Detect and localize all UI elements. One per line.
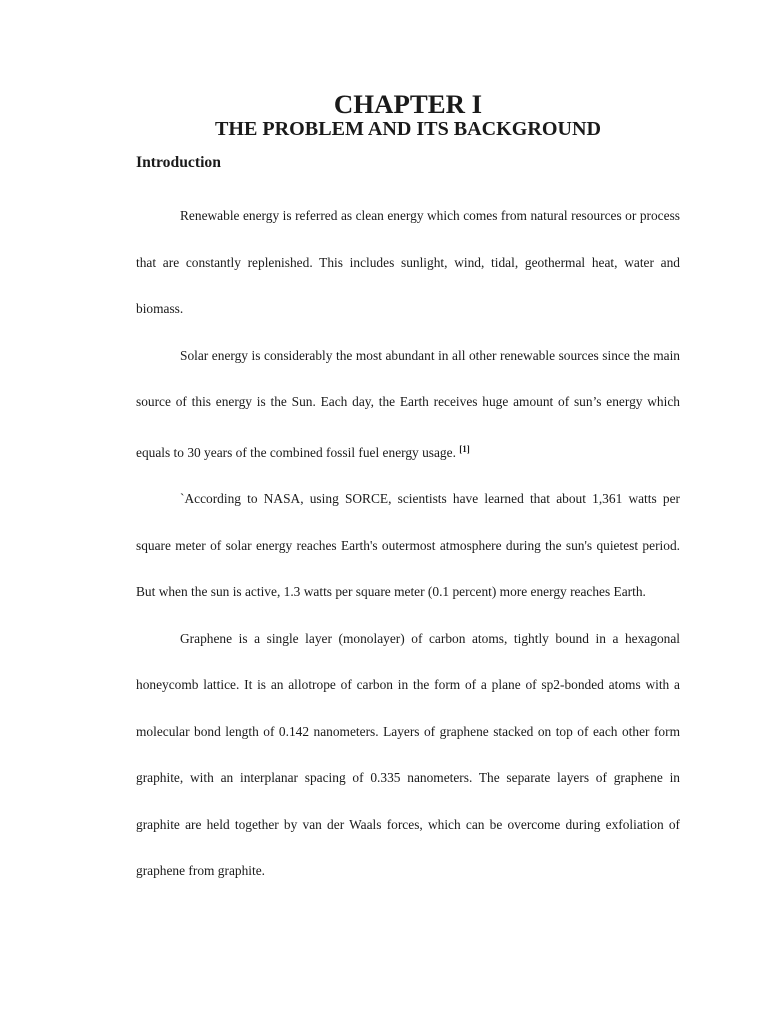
paragraph-text: Graphene is a single layer (monolayer) of carbon atoms, tightly bound in a hexagonal honeycomb lattice. It is an allotrope of carbon in the form of a plane of sp2-bonded atoms with a molecular bond length of 0.142 nanometers. Layers of graphene stacked on top of each other form graphite, with an interplanar spacing of 0.335 nanometers. The separate layers of graphene in graphite are held together by van der Waals forces, which can be overcome during exfoliation of graphene from graphite. <box>136 630 680 878</box>
section-heading: Introduction <box>136 154 221 171</box>
citation-reference: [1] <box>459 443 470 454</box>
chapter-title: THE PROBLEM AND ITS BACKGROUND <box>215 118 601 140</box>
paragraph-nasa-sorce <box>136 476 680 616</box>
paragraph-text: `According to NASA, using SORCE, scientists have learned that about 1,361 watts per square meter of solar energy reaches Earth's outermost atmosphere during the sun's quietest period. But when the sun is active, 1.3 watts per square meter (0.1 percent) more energy reaches Earth. <box>136 491 680 599</box>
paragraph-solar-energy <box>136 333 680 477</box>
paragraph-graphene <box>136 616 680 895</box>
chapter-label: CHAPTER I <box>333 89 483 119</box>
paragraph-text: Renewable energy is referred as clean energy which comes from natural resources or process that are constantly replenished. This includes sunlight, wind, tidal, geothermal heat, water and biomass. <box>136 208 680 316</box>
paragraph-renewable-energy <box>136 193 680 333</box>
document-body <box>136 193 680 895</box>
paragraph-text: Solar energy is considerably the most abundant in all other renewable sources since the main source of this energy is the Sun. Each day, the Earth receives huge amount of sun’s energy which equals to 30 years of the combined fossil fuel energy usage. <box>136 347 680 460</box>
